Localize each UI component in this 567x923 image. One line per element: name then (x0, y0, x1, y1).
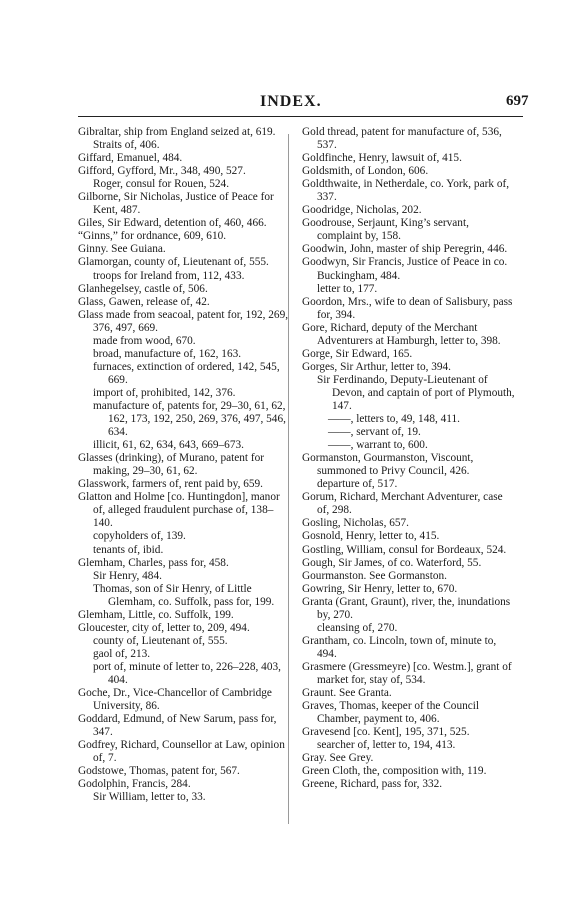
index-entry: Gorges, Sir Arthur, letter to, 394. (302, 360, 452, 373)
index-entry: manufacture of, patents for, 29–30, 61, 62, 162, 173, 192, 250, 269, 376, 497, 546, 634. (93, 399, 286, 439)
index-entry: Goodridge, Nicholas, 202. (302, 204, 422, 217)
index-entry: gaol of, 213. (93, 647, 151, 660)
index-entry: Ginny. See Guiana. (78, 243, 166, 256)
index-entry: Goldsmith, of London, 606. (302, 165, 429, 178)
index-entry: Graunt. See Granta. (302, 687, 392, 700)
index-entry: ——, servant of, 19. (328, 426, 421, 439)
index-entry: Goodwin, John, master of ship Peregrin, 446. (302, 243, 508, 256)
index-entry: tenants of, ibid. (93, 543, 164, 556)
index-entry: Goche, Dr., Vice-Chancellor of Cambridge University, 86. (78, 687, 272, 713)
index-entry: Graves, Thomas, keeper of the Council Chamber, payment to, 406. (302, 700, 480, 726)
index-entry: furnaces, extinction of ordered, 142, 545, 669. (93, 360, 280, 386)
index-entry: Giffard, Emanuel, 484. (78, 152, 183, 165)
index-entry: Glatton and Holme [co. Huntingdon], manor of, alleged fraudulent purchase of, 138–140. (78, 491, 280, 530)
index-entry: troops for Ireland from, 112, 433. (93, 269, 245, 282)
index-entry: Glemham, Little, co. Suffolk, 199. (78, 608, 234, 621)
column-divider (288, 134, 289, 824)
index-entry: Gormanston, Gourmanston, Viscount, summoned to Privy Council, 426. (302, 452, 474, 478)
page-number: 697 (506, 93, 529, 109)
index-entry: Godolphin, Francis, 284. (78, 778, 191, 791)
index-entry: Gravesend [co. Kent], 195, 371, 525. (302, 726, 470, 739)
index-entry: copyholders of, 139. (93, 530, 186, 543)
index-column-right (302, 126, 516, 791)
index-entry: Roger, consul for Rouen, 524. (93, 178, 230, 191)
index-entry: searcher of, letter to, 194, 413. (317, 739, 456, 752)
page-header (0, 93, 567, 115)
index-entry: Godfrey, Richard, Counsellor at Law, opinion of, 7. (78, 739, 285, 765)
index-entry: Gostling, William, consul for Bordeaux, 524. (302, 543, 507, 556)
index-entry: Goodwyn, Sir Francis, Justice of Peace in co. Buckingham, 484. (302, 256, 508, 282)
index-entry: letter to, 177. (317, 282, 378, 295)
index-column-left (78, 126, 292, 804)
index-entry: Glamorgan, county of, Lieutenant of, 555. (78, 256, 269, 269)
index-entry: departure of, 517. (317, 478, 398, 491)
index-entry: Straits of, 406. (93, 139, 160, 152)
index-entry: import of, prohibited, 142, 376. (93, 386, 236, 399)
index-entry: Glemham, Charles, pass for, 458. (78, 556, 229, 569)
index-entry: county of, Lieutenant of, 555. (93, 634, 228, 647)
index-entry: Glasswork, farmers of, rent paid by, 659. (78, 478, 263, 491)
index-entry: illicit, 61, 62, 634, 643, 669–673. (93, 439, 244, 452)
index-entry: Glasses (drinking), of Murano, patent for making, 29–30, 61, 62. (78, 452, 265, 478)
index-entry: Granta (Grant, Graunt), river, the, inundations by, 270. (302, 595, 511, 621)
index-entry: Gibraltar, ship from England seized at, 619. (78, 126, 276, 138)
index-entry: Grantham, co. Lincoln, town of, minute to, 494. (302, 634, 497, 660)
index-entry: ——, warrant to, 600. (328, 439, 428, 452)
index-entry: Gowring, Sir Henry, letter to, 670. (302, 582, 458, 595)
index-entry: Goordon, Mrs., wife to dean of Salisbury, pass for, 394. (302, 295, 513, 321)
index-entry: “Ginns,” for ordnance, 609, 610. (78, 230, 227, 243)
index-entry: Gough, Sir James, of co. Waterford, 55. (302, 556, 482, 569)
index-entry: port of, minute of letter to, 226–228, 403, 404. (93, 660, 281, 686)
index-entry: Godstowe, Thomas, patent for, 567. (78, 765, 240, 778)
index-entry: Goldfinche, Henry, lawsuit of, 415. (302, 152, 462, 165)
index-entry: Glass made from seacoal, patent for, 192, 269, 376, 497, 669. (78, 308, 289, 334)
index-entry: Grasmere (Gressmeyre) [co. Westm.], grant of market for, stay of, 534. (302, 660, 512, 686)
index-entry: Gourmanston. See Gormanston. (302, 569, 447, 582)
index-entry: Gore, Richard, deputy of the Merchant Adventurers at Hamburgh, letter to, 398. (302, 321, 501, 347)
page-title: INDEX. (260, 93, 322, 110)
index-entry: Sir William, letter to, 33. (93, 791, 206, 804)
index-entry: Goldthwaite, in Netherdale, co. York, park of, 337. (302, 178, 510, 204)
index-entry: Gold thread, patent for manufacture of, 536, 537. (302, 126, 502, 152)
index-entry: Gloucester, city of, letter to, 209, 494. (78, 621, 250, 634)
index-entry: Gorge, Sir Edward, 165. (302, 347, 413, 360)
index-entry: Goddard, Edmund, of New Sarum, pass for, 347. (78, 713, 277, 739)
header-rule (78, 116, 523, 117)
index-entry: Gosling, Nicholas, 657. (302, 517, 410, 530)
index-entry: Glanhegelsey, castle of, 506. (78, 282, 208, 295)
index-entry: Goodrouse, Serjaunt, King’s servant, complaint by, 158. (302, 217, 469, 243)
index-entry: Gifford, Gyfford, Mr., 348, 490, 527. (78, 165, 246, 178)
index-entry: Gorum, Richard, Merchant Adventurer, case of, 298. (302, 491, 503, 517)
index-entry: Sir Ferdinando, Deputy-Lieutenant of Devon, and captain of port of Plymouth, 147. (317, 373, 515, 412)
index-entry: Gosnold, Henry, letter to, 415. (302, 530, 440, 543)
index-entry: Sir Henry, 484. (93, 569, 162, 582)
index-entry: ——, letters to, 49, 148, 411. (328, 413, 460, 426)
index-entry: Gray. See Grey. (302, 752, 374, 765)
index-entry: broad, manufacture of, 162, 163. (93, 347, 242, 360)
index-entry: Giles, Sir Edward, detention of, 460, 466. (78, 217, 267, 230)
index-entry: made from wood, 670. (93, 334, 196, 347)
index-entry: cleansing of, 270. (317, 621, 398, 634)
index-entry: Greene, Richard, pass for, 332. (302, 778, 443, 791)
index-entry: Gilborne, Sir Nicholas, Justice of Peace for Kent, 487. (78, 191, 274, 217)
index-entry: Thomas, son of Sir Henry, of Little Glemham, co. Suffolk, pass for, 199. (93, 582, 275, 608)
index-entry: Green Cloth, the, composition with, 119. (302, 765, 487, 778)
index-entry: Glass, Gawen, release of, 42. (78, 295, 210, 308)
